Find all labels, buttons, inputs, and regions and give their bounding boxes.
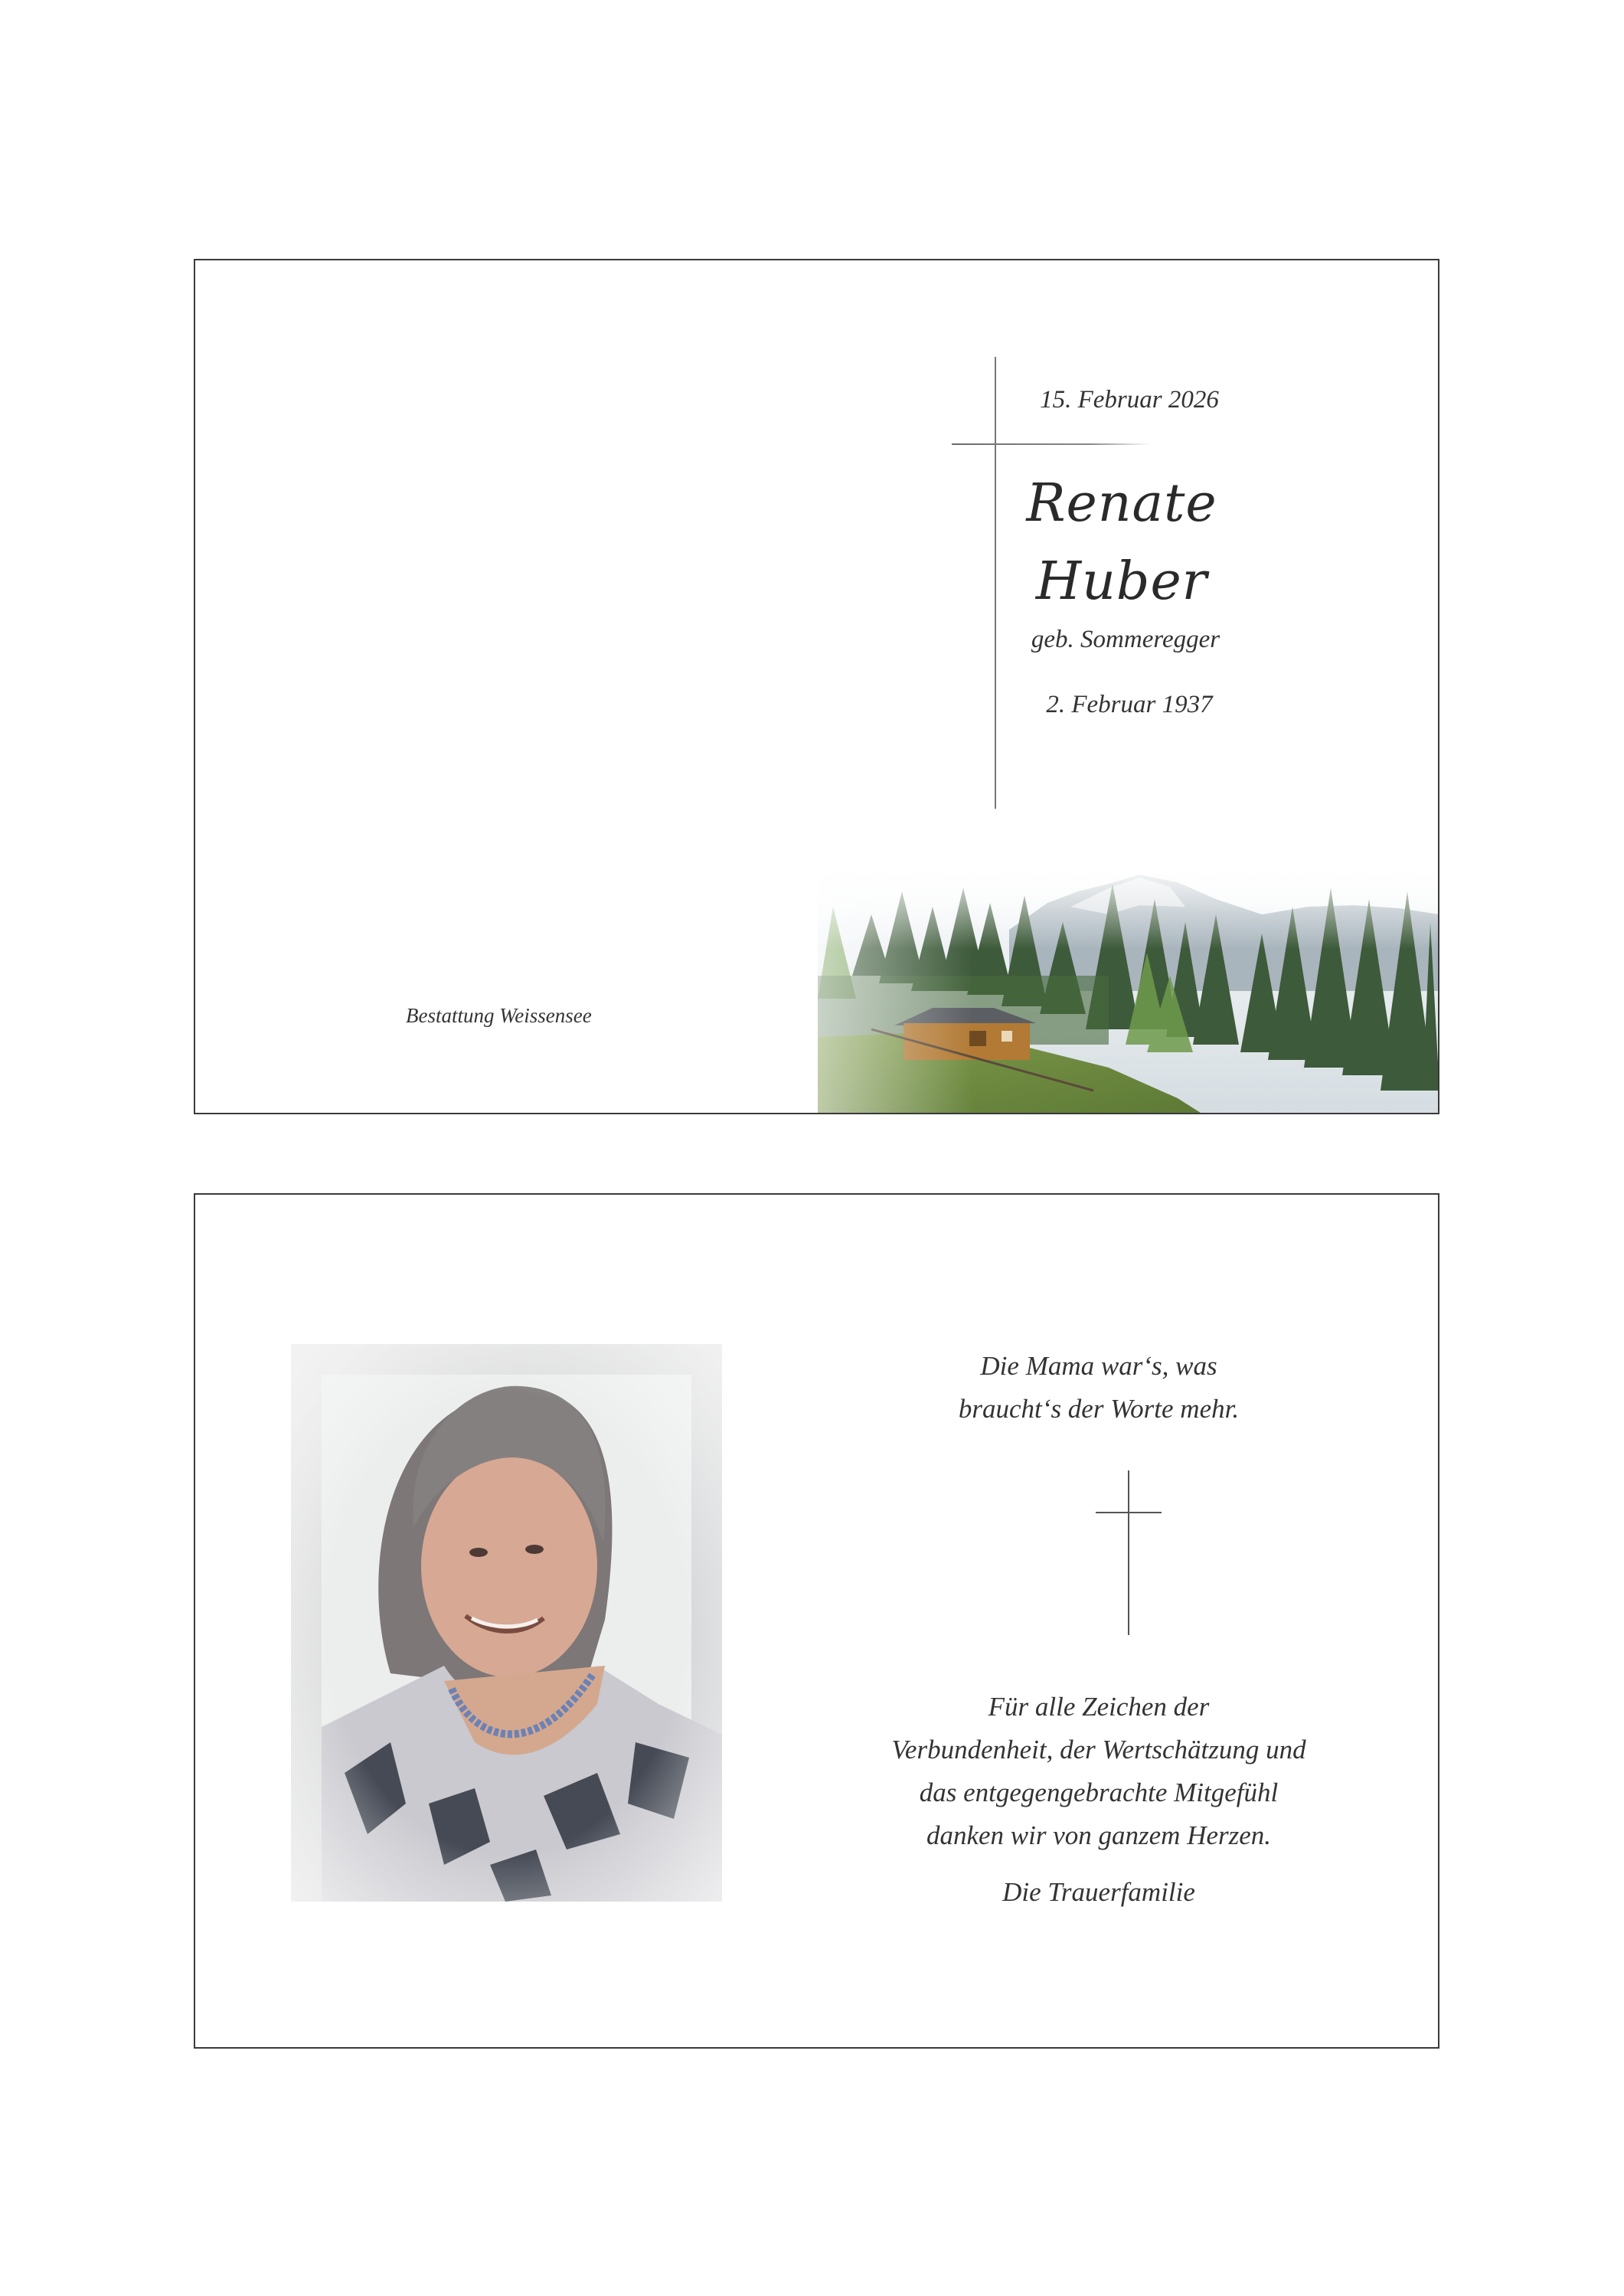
front-card: [194, 259, 1439, 1114]
alpine-cabin-image: [818, 861, 1439, 1113]
last-name: Huber: [1035, 551, 1208, 612]
inner-card: [194, 1193, 1439, 2049]
cross-vertical-inner: [1128, 1470, 1129, 1635]
birth-date: 2. Februar 1937: [1046, 691, 1213, 718]
thanks-line-1: Für alle Zeichen der: [988, 1692, 1210, 1722]
thanks-line-2: Verbundenheit, der Wertschätzung und: [891, 1735, 1306, 1765]
signature: Die Trauerfamilie: [1002, 1877, 1195, 1907]
motto-line-1: Die Mama war‘s, was: [980, 1351, 1217, 1381]
portrait-photo: [291, 1344, 722, 1902]
motto-line-2: braucht‘s der Worte mehr.: [958, 1394, 1240, 1424]
cross-vertical: [995, 357, 996, 809]
death-date: 15. Februar 2026: [1040, 386, 1219, 414]
cross-horizontal-inner: [1096, 1512, 1162, 1513]
cross-horizontal: [952, 443, 1151, 445]
maiden-name: geb. Sommeregger: [1031, 626, 1220, 653]
thanks-line-3: das entgegengebrachte Mitgefühl: [919, 1778, 1279, 1807]
thanks-line-4: danken wir von ganzem Herzen.: [926, 1820, 1272, 1850]
undertaker-name: Bestattung Weissensee: [406, 1004, 592, 1027]
first-name: Renate: [1026, 473, 1217, 534]
